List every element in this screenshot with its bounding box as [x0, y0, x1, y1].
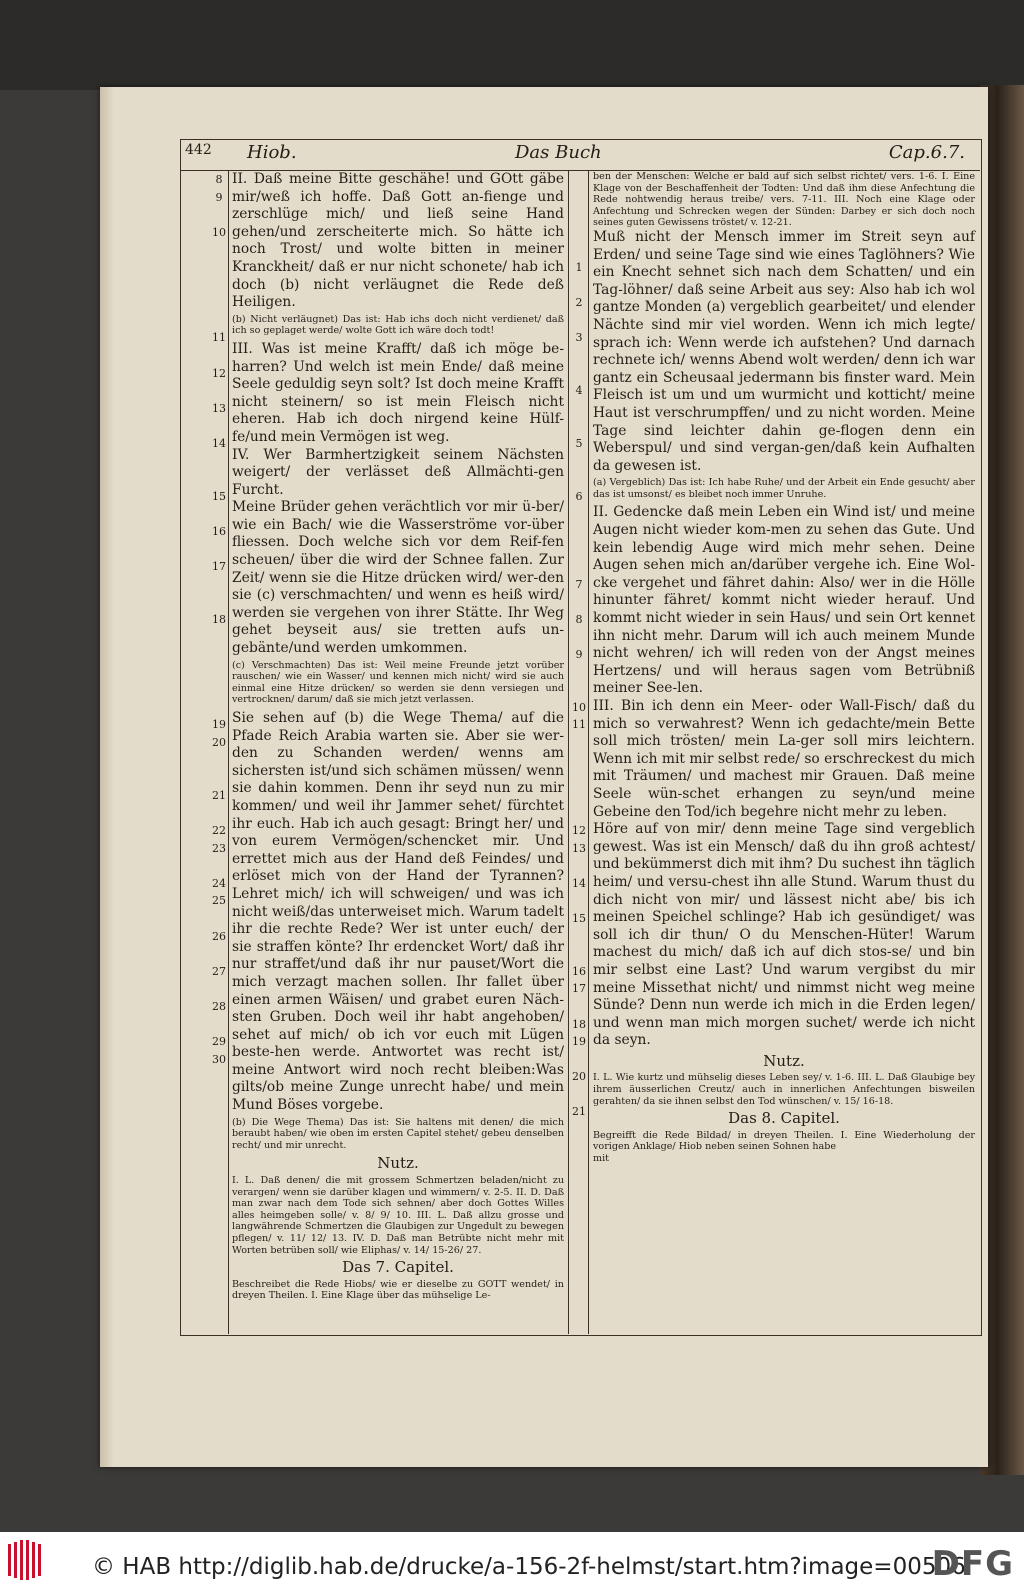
verse-number — [210, 294, 228, 312]
verse-number — [210, 206, 228, 224]
verse-number: 11 — [212, 331, 226, 345]
verse-number — [570, 998, 588, 1016]
verse-number — [570, 540, 588, 558]
verse-number — [570, 470, 588, 488]
verse-number — [210, 540, 228, 558]
verse-number — [570, 945, 588, 963]
verse-number: 5 — [575, 436, 583, 450]
verse-number — [570, 171, 588, 189]
verse-paragraph: IV. Wer Barmhertzigkeit seinem Nächsten weigert/ der verlässet deß Allmächti-gen Furcht. — [232, 446, 564, 498]
verse-number: 7 — [575, 577, 583, 591]
verse-number — [570, 505, 588, 523]
verse-number: 4 — [575, 384, 583, 398]
verse-number: 14 — [212, 436, 226, 450]
verse-number — [210, 259, 228, 277]
verse-number — [570, 734, 588, 752]
footer-bar — [0, 1532, 1024, 1596]
verse-number — [570, 312, 588, 330]
verse-number: 29 — [212, 1035, 226, 1049]
verse-number — [210, 699, 228, 717]
verse-number: 8 — [575, 612, 583, 626]
verse-number — [570, 857, 588, 875]
summary-text: I. L. Wie kurtz und mühselig dieses Leben sey/ v. 1-6. III. L. Daß Glaubige bey ihrem äusserlichen Creutz/ auch in innerlichen Anfechtungen bisweilen gerahten/ da sie ihnen selbst den Tod wünschen/ v. 15/ 16-18. — [593, 1072, 975, 1107]
section-heading: Das 7. Capitel. — [342, 1258, 454, 1277]
left-text-column — [232, 171, 564, 1302]
verse-number — [570, 1051, 588, 1069]
verse-number: 2 — [575, 296, 583, 310]
verse-number — [570, 769, 588, 787]
verse-paragraph: Sie sehen auf (b) die Wege Thema/ auf die Pfade Reich Arabia warten sie. Aber sie wer-den zu Schanden werden/ wenns am sichersten ist/und sich schämen müssen/ wenn sie dahin kommen. Denn ihr seyd nun zu mir kommen/ und weil ihr Jammer sehet/ fürchtet ihr euch. Hab ich auch gesagt: Bringt her/ und von eurem Vermögen/schencket mir. Und errettet mich aus der Hand deß Feindes/ und erlöset mich von der Hand der Tyrannen? Lehret mich/ ich will schweigen/ und was ich nicht weiß/das unterweiset mich. Warum tadelt ihr die rechte Rede? Wer ist unter euch/ der sie straffen könte? Ihr erdencket Wort/ daß ihr nur straffet/und daß ihr nur pauset/Wort die mich verzagt machen sollen. Ihr fallet über einen armen Wäisen/ und grabet euren Näch-sten Gruben. Doch weil ihr habt angehoben/ sehet auf mich/ ob ich vor euch mit Lügen beste-hen werde. Antwortet was recht ist/ meine Antwort wird noch recht bleiben:Was gilts/ob meine Zunge unrecht habe/ und mein Mund Böses vorgebe. — [232, 710, 565, 1114]
verse-number: 11 — [572, 718, 586, 732]
verse-number — [570, 681, 588, 699]
right-text-column — [593, 171, 975, 1165]
header-title: Das Buch — [515, 142, 602, 163]
verse-number — [210, 470, 228, 488]
verse-number: 15 — [212, 489, 226, 503]
verse-number — [210, 804, 228, 822]
verse-number — [210, 910, 228, 928]
verse-paragraph: Höre auf von mir/ denn meine Tage sind vergeblich gewest. Was ist ein Mensch/ daß du ihn groß achtest/ und bekümmerst dich mit ihm? Du suchest ihn täglich heim/ und versu-chest ihn alle Stund. Warum thust du dich nicht von mir/ und lässest nicht abe/ bis ich meinen Speichel schlinge? Hab ich gesündiget/ was soll ich dir thun/ O du Menschen-Hüter! Warum machest du mich/ daß ich auf dich stos-se/ und bin mir selbst eine Last? Und warum vergibst du mir meine Missethat nicht/ und nimmst nicht weg meine Sünde? Denn nun werde ich mich in die Erden legen/ und wenn man mich morgen suchet/ werde ich nicht da seyn. — [593, 821, 975, 1049]
verse-number: 6 — [575, 489, 583, 503]
verse-number: 16 — [212, 524, 226, 538]
page-number: 442 — [185, 142, 212, 158]
left-verse-numbers — [210, 171, 228, 1068]
verse-paragraph: III. Was ist meine Krafft/ daß ich möge be-harren? Und welch ist mein Ende/ daß meine Seele geduldig seyn solt? Ist doch meine Krafft nicht steinern/ so ist mein Fleisch nicht eheren. Hab ich doch nirgend keine Hülf-fe/und mein Vermögen ist weg. — [232, 340, 564, 445]
verse-number: 23 — [212, 841, 226, 855]
column-rule-right — [588, 170, 589, 1334]
verse-number: 12 — [212, 366, 226, 380]
verse-paragraph: III. Bin ich denn ein Meer- oder Wall-Fisch/ daß du mich so verwahrest? Wenn ich gedachte/mein Bette soll mich trösten/ mein La-ger soll mirs leichtern. Wenn ich mit mir selbst rede/ so erschreckest du mich mit Träumen/ und machest mir Grauen. Daß meine Seele wün-schet erhangen zu seyn/und meine Gebeine den Tod/ich begehre nicht mehr zu leben. — [593, 698, 975, 820]
verse-number: 1 — [575, 260, 583, 274]
verse-number — [210, 1016, 228, 1034]
verse-number: 12 — [572, 823, 586, 837]
verse-number — [570, 664, 588, 682]
scanner-background — [0, 0, 1024, 90]
verse-number — [210, 664, 228, 682]
verse-number: 15 — [572, 911, 586, 925]
verse-number: 24 — [212, 876, 226, 890]
verse-number — [570, 804, 588, 822]
summary-text: ben der Menschen: Welche er bald auf sich selbst richtet/ vers. 1-6. I. Eine Klage von der Beschaffenheit der Todten: Und daß ihm diese Anfechtung die Rede nohtwendig heraus treibe/ vers. 7-11. III. Noch eine Klage oder Anfechtung und Schrecken wegen der Sünden: Darbey er sich doch noch seines guten Gewissens tröstet/ v. 12-21. — [593, 171, 975, 229]
header-book: Hiob. — [247, 142, 297, 163]
verse-number: 22 — [212, 823, 226, 837]
verse-number: 19 — [572, 1035, 586, 1049]
verse-number — [570, 365, 588, 383]
verse-number — [570, 224, 588, 242]
verse-number — [210, 505, 228, 523]
right-verse-numbers — [570, 171, 588, 1121]
verse-number: 9 — [215, 190, 223, 204]
verse-number — [210, 646, 228, 664]
verse-number: 27 — [212, 964, 226, 978]
verse-number: 13 — [212, 401, 226, 415]
verse-number — [570, 928, 588, 946]
left-margin-rule — [228, 170, 229, 1334]
verse-number — [570, 558, 588, 576]
verse-number — [210, 857, 228, 875]
verse-number — [570, 593, 588, 611]
verse-number — [570, 787, 588, 805]
verse-number: 9 — [575, 648, 583, 662]
verse-number — [570, 189, 588, 207]
verse-number: 18 — [212, 612, 226, 626]
verse-number: 10 — [572, 700, 586, 714]
verse-number — [210, 681, 228, 699]
footnote: (b) Die Wege Thema) Das ist: Sie haltens mit denen/ die mich beraubt haben/ wie oben im ersten Capitel stehet/ gebeu denselben recht/ und mir unrecht. — [232, 1116, 564, 1151]
verse-paragraph: Muß nicht der Mensch immer im Streit seyn auf Erden/ und seine Tage sind wie eines Taglöhners? Wie ein Knecht sehnet sich nach dem Schatten/ und ein Tag-löhner/ daß seine Arbeit aus sey: Also hab ich wol gantze Monden (a) vergeblich gearbeitet/ und elender Nächte sind mir viel worden. Wenn ich mich legte/ sprach ich: Wenn werde ich aufstehen? Und darnach rechnete ich/ wenns Abend wolt werden/ denn ich war gantz ein Scheusaal jedermann bis finster ward. Mein Fleisch ist um und um wurmicht und kotticht/ meine Haut ist verschrumpffen/ und zu nicht worden. Meine Tage sind leichter dahin ge-flogen denn ein Weberspul/ und sind vergan-gen/daß kein Aufhalten da gewesen ist. — [593, 228, 975, 474]
verse-number — [570, 1086, 588, 1104]
verse-number — [570, 417, 588, 435]
summary-text: mit — [593, 1153, 610, 1165]
verse-number: 3 — [575, 331, 583, 345]
verse-paragraph: Meine Brüder gehen verächtlich vor mir ü-ber/ wie ein Bach/ wie die Wasserströme vor-über fliessen. Doch welche sich vor dem Reif-fen scheuen/ über die wird der Schnee fallen. Zur Zeit/ wenn sie die Hitze drücken wird/ wer-den sie (c) verschmachten/ und wenn es heiß wird/ werden sie vergehen von ihrer Stätte. Ihr Weg gehet beyseit aus/ sie tretten aufs un-gebänte/und werden umkommen. — [232, 499, 564, 657]
verse-number: 20 — [572, 1070, 586, 1084]
verse-number — [570, 892, 588, 910]
section-heading: Das 8. Capitel. — [728, 1109, 840, 1128]
verse-number — [210, 945, 228, 963]
verse-number — [210, 277, 228, 295]
verse-number — [570, 752, 588, 770]
running-header — [185, 142, 975, 168]
verse-number: 21 — [212, 788, 226, 802]
verse-number — [570, 453, 588, 471]
verse-number — [210, 752, 228, 770]
verse-number: 17 — [572, 982, 586, 996]
footnote: (b) Nicht verläugnet) Das ist: Hab ichs doch nicht verdienet/ daß ich so geplaget werde/ wolte Gott ich wäre doch todt! — [232, 313, 564, 337]
verse-number — [570, 523, 588, 541]
verse-number: 26 — [212, 929, 226, 943]
section-heading: Nutz. — [377, 1154, 419, 1173]
summary-text: I. L. Daß denen/ die mit grossem Schmertzen beladen/nicht zu verargen/ wenn sie darüber klagen und wimmern/ v. 2-5. II. D. Daß man zwar nach dem Tode sich sehnen/ aber doch Gottes Willes alles heimgeben solle/ v. 8/ 9/ 10. III. L. Daß allzu grosse und langwährende Schmertzen die Glaubigen zur Ungedult zu bewegen pflegen/ v. 11/ 12/ 13. IV. D. Daß man Betrübte nicht mehr mit Worten betrüben soll/ wie Eliphas/ v. 14/ 15-26/ 27. — [232, 1175, 564, 1256]
verse-number: 8 — [215, 173, 223, 186]
verse-number — [210, 628, 228, 646]
verse-number: 19 — [212, 718, 226, 732]
footnote: (a) Vergeblich) Das ist: Ich habe Ruhe/ und der Arbeit ein Ende gesucht/ aber das ist umsonst/ es bleibet noch immer Unruhe. — [593, 477, 975, 500]
footnote: (c) Verschmachten) Das ist: Weil meine Freunde jetzt vorüber rauschen/ wie ein Wasser/ und kennen mich nicht/ wird sie auch einmal eine Hitze drücken/ so werden sie denn versiegen und vertrocknen/ darum/ daß sie mich jetzt verlassen. — [232, 659, 564, 706]
verse-number — [210, 980, 228, 998]
verse-number — [210, 312, 228, 330]
summary-text: Begreifft die Rede Bildad/ in dreyen Theilen. I. Eine Wiederholung der vorigen Anklage/ Hiob neben seinen Sohnen habe — [593, 1129, 975, 1153]
verse-number — [210, 347, 228, 365]
summary-text: Beschreibet die Rede Hiobs/ wie er dieselbe zu GOTT wendet/ in dreyen Theilen. I. Eine Klage über das mühselige Le- — [232, 1278, 564, 1302]
verse-number — [210, 382, 228, 400]
verse-number — [210, 453, 228, 471]
verse-number — [210, 417, 228, 435]
footer-copyright-link[interactable]: © HAB http://diglib.hab.de/drucke/a-156-2f-helmst/start.htm?image=00506 — [92, 1554, 966, 1580]
verse-number — [570, 277, 588, 295]
column-rule-left — [568, 170, 569, 1334]
header-chapter: Cap.6.7. — [888, 142, 965, 163]
verse-paragraph: II. Daß meine Bitte geschähe! und GOtt gäbe mir/weß ich hoffe. Daß Gott an-fienge und zerschlüge mich/ und ließ seine Hand gehen/und zerscheiterte mich. So hätte ich noch Trost/ und wolte bitten in meiner Kranckheit/ daß er nur nicht schonete/ hab ich doch (b) nicht verläugnet die Rede deß Heiligen. — [232, 171, 564, 311]
verse-number — [210, 576, 228, 594]
verse-number: 18 — [572, 1017, 586, 1031]
dfg-logo: DFG — [931, 1544, 1014, 1584]
verse-number: 20 — [212, 736, 226, 749]
verse-number — [210, 593, 228, 611]
verse-number: 28 — [212, 999, 226, 1013]
verse-number: 17 — [212, 560, 226, 574]
verse-number — [570, 400, 588, 418]
verse-number: 14 — [572, 876, 586, 890]
verse-number — [210, 769, 228, 787]
verse-paragraph: II. Gedencke daß mein Leben ein Wind ist/ und meine Augen nicht wieder kom-men zu sehen das Gute. Und kein lebendig Auge wird mich mehr sehen. Deine Augen sehen mich an/darüber vergehe ich. Eine Wol-cke vergehet und fähret dahin: Also/ wer in die Hölle hinunter fähret/ kommt nicht wieder herauf. Und kommt nicht wieder in sein Haus/ und sein Ort kennet ihn nicht mehr. Darum will ich auch meinem Munde nicht wehren/ ich will reden von der Angst meines Hertzens/ und will heraus sagen vom Betrübniß meiner See-len. — [593, 504, 975, 697]
book-page — [100, 87, 988, 1467]
verse-number: 21 — [572, 1105, 586, 1119]
verse-number — [570, 347, 588, 365]
verse-number: 25 — [212, 894, 226, 908]
verse-number: 10 — [212, 225, 226, 239]
verse-number — [570, 206, 588, 224]
verse-number: 13 — [572, 841, 586, 855]
verse-number: 30 — [212, 1052, 226, 1066]
hab-logo-icon — [6, 1538, 44, 1582]
section-heading: Nutz. — [763, 1051, 805, 1070]
verse-number — [570, 628, 588, 646]
verse-number — [210, 241, 228, 259]
verse-number: 16 — [572, 964, 586, 978]
verse-number — [570, 241, 588, 259]
